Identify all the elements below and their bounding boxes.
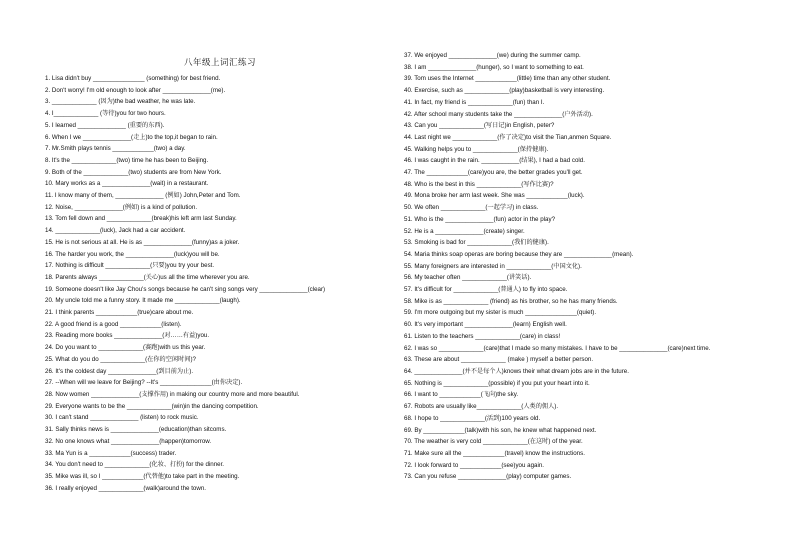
exercise-item: 22. A good friend is a good ____________(listen). [45,320,182,328]
exercise-item: 27. --When will we leave for Beijing? --It's _______________(由你决定). [45,379,243,387]
exercise-item: 61. Listen to the teachers _____________(care) in class! [404,332,561,340]
exercise-item: 36. I really enjoyed _____________(walk)around the town. [45,484,206,492]
exercise-item: 42. After school many students take the ______________(户外活动). [404,110,593,118]
exercise-item: 9. Both of the _____________(two) students are from New York. [45,168,222,176]
exercise-item: 39. Tom uses the Internet ____________(little) time than any other student. [404,75,611,83]
exercise-item: 10. Mary works as a ______________(wait) in a restaurant. [45,180,209,188]
exercise-item: 63. These are about _____________ (make ) myself a better person. [404,356,594,364]
exercise-item: 5. I learned ______________ (重要的东西). [45,121,165,129]
exercise-item: 38. I am ______________(hunger), so I want to something to eat. [404,63,584,71]
exercise-item: 47. The ____________(care)you are, the better grades you'll get. [404,169,583,177]
exercise-item: 19. Someone doesn't like Jay Chou's songs because he can't sing songs very ______________(clear) [45,285,326,293]
exercise-item: 26. It's the coldest day ______________(到目前为止). [45,367,194,375]
exercise-item: 48. Who is the best in this _____________(写作比赛)? [404,180,554,188]
exercise-item: 55. Many foreigners are interested in _____________(中国文化). [404,262,582,270]
exercise-item: 41. In fact, my friend is _____________(fun) than I. [404,98,545,106]
exercise-item: 51. Who is the ______________(fun) actor in the play? [404,215,556,223]
exercise-item: 20. My uncle told me a funny story. It made me _____________(laugh). [45,297,241,305]
exercise-item: 16. The harder you work, the ______________(luck)you will be. [45,250,220,258]
exercise-item: 44. Last night we _____________(作了决定)to visit the Tian,anmen Square. [404,133,612,141]
exercise-item: 45. Walking helps you to _____________(保持健康). [404,145,549,153]
exercise-item: 28. Now women ______________(支撑作用) in making our country more and more beautiful. [45,390,300,398]
exercise-item: 49. Mona broke her arm last week. She was ____________(luck). [404,192,585,200]
exercise-item: 29. Everyone wants to be the _____________(win)in the dancing competition. [45,402,259,410]
exercise-item: 43. Can you _____________(写日记)in English, peter? [404,122,555,130]
exercise-item: 37. We enjoyed ______________(we) during the summer camp. [404,52,581,59]
exercise-item: 2. Don't worry! I'm old enough to look after ______________(me). [45,86,226,94]
exercise-item: 69. By ____________(talk)with his son, he knew what happened next. [404,426,597,434]
exercise-item: 34. You don't need to _____________(化妆、打扮) for the dinner. [45,461,225,469]
exercise-item: 71. Make sure all the ____________(travel) know the instructions. [404,449,585,457]
exercise-item: 32. No one knows what ______________(happen)tomorrow. [45,437,212,445]
exercise-item: 1. Lisa didn't buy _______________ (something) for best friend. [45,75,221,82]
exercise-item: 24. Do you want to _____________(赛跑)with us this year. [45,344,206,352]
exercise-item: 50. We often _____________(一起学习) in class. [404,204,539,212]
exercise-item: 11. I know many of them, ______________ (例如) John,Peter and Tom. [45,192,241,200]
exercise-item: 72. I look forward to ____________(see)you again. [404,461,545,469]
page-title: 八年级上词汇练习 [183,57,256,67]
exercise-item: 17. Nothing is difficult _____________(只要)you try your best. [45,262,215,270]
exercise-item: 70. The weather is very cold _____________(在这时) of the year. [404,438,583,446]
exercise-item: 65. Nothing is _____________(possible) if you put your heart into it. [404,379,590,387]
exercise-item: 54. Maria thinks soap operas are boring because they are ______________(mean). [404,250,634,258]
exercise-item: 13. Tom fell down and _____________(break)his left arm last Sunday. [45,215,237,223]
exercise-item: 14. _____________(luck), Jack had a car accident. [45,227,186,235]
exercise-item: 6. When I we ______________(走上)to the top,it began to rain. [45,133,218,141]
exercise-item: 15. He is not serious at all. He is as ______________(funny)as a joker. [45,238,240,246]
exercise-item: 12. Noise, ______________(例如) is a kind of pollution. [45,203,198,211]
exercise-item: 7. Mr.Smith plays tennis ____________(two) a day. [45,145,186,153]
exercise-item: 31. Sally thinks news is ______________(education)than sitcoms. [45,426,227,434]
exercise-item: 8. It's the _____________(two) time he has been to Beijing. [45,156,209,164]
exercise-item: 4. I_____________ (等待)you for two hours. [45,110,166,118]
exercise-item: 66. I want to ____________(飞向)the sky. [404,391,519,399]
exercise-item: 58. Mike is as _____________ (friend) as his brother, so he has many friends. [404,297,618,305]
exercise-item: 52. He is a ______________(create) singer. [404,227,525,235]
exercise-item: 68. I hope to _____________(活到)100 years old. [404,414,541,422]
exercise-item: 57. It's difficult for _____________(普通人) to fly into space. [404,286,568,294]
exercise-item: 33. Ma Yun is a ____________(success) trader. [45,449,177,457]
exercise-item: 62. I was so _____________(care)that I made so many mistakes. I have to be ______________(care)next time. [404,344,711,352]
exercise-item: 56. My teacher often _____________(讲笑话). [404,274,532,282]
exercise-item: 53. Smoking is bad for _____________(我们的健康). [404,239,549,247]
exercise-item: 23. Reading more books ______________(对……有益)you. [45,332,210,340]
exercise-item: 59. I'm more outgoing but my sister is much _______________(quiet). [404,309,597,317]
exercise-item: 64. ______________(并不是每个人)knows their what dream jobs are in the future. [404,367,629,375]
exercise-item: 21. I think parents ____________(true)care about me. [45,309,194,317]
right-column [404,50,776,483]
exercise-item: 40. Exercise, such as _____________(play)basketball is very interesting. [404,87,605,95]
exercise-item: 67. Robots are usually like_____________(人类的佣人). [404,403,559,411]
exercise-item: 35. Mike was ill, so I ____________(代替他)to take part in the meeting. [45,472,240,480]
left-column [45,73,395,494]
exercise-item: 46. I was caught in the rain. ___________(结果), I had a bad cold. [404,157,585,165]
exercise-item: 3. _____________ (因为)the bad weather, he was late. [45,98,196,106]
exercise-item: 73. Can you refuse ______________(play) computer games. [404,473,572,481]
exercise-item: 18. Parents always _____________(关心)us all the time wherever you are. [45,273,250,281]
exercise-item: 25. What do you do _____________(在你的空闲时间)? [45,355,196,363]
exercise-item: 30. I can't stand ______________ (listen) to rock music. [45,414,199,422]
exercise-item: 60. It's very important ______________(learn) English well. [404,321,567,329]
